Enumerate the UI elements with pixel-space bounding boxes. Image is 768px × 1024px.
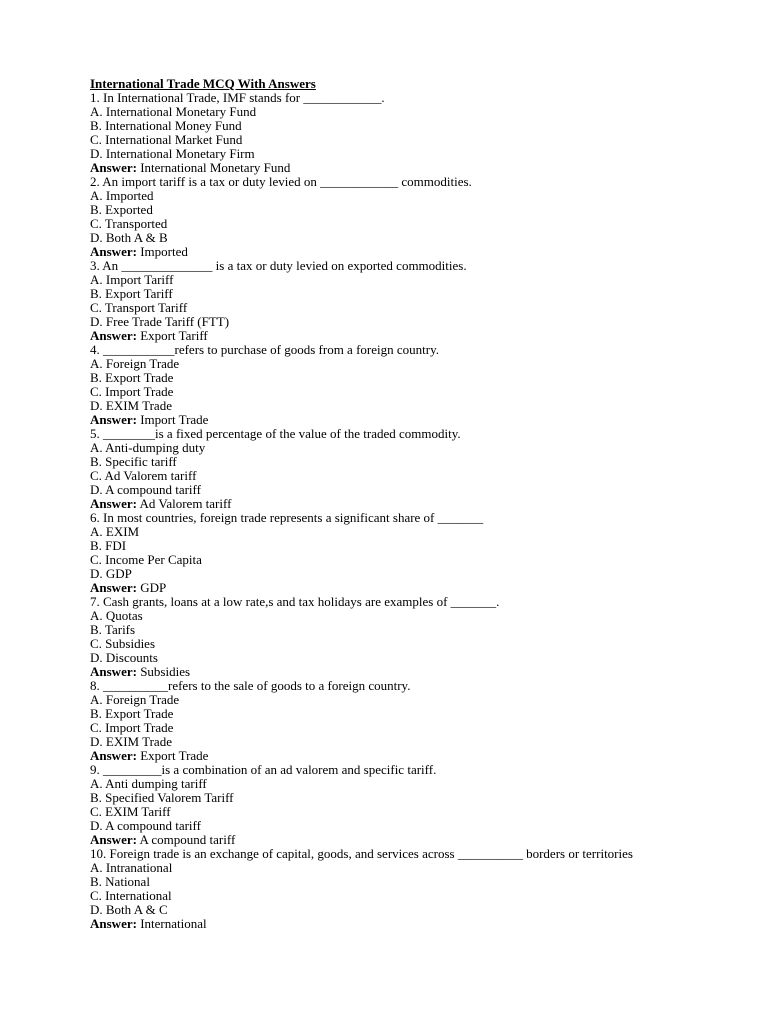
answer-option: D. Discounts xyxy=(90,650,158,665)
answer-value: International xyxy=(140,916,207,931)
answer-option: B. Specific tariff xyxy=(90,454,177,469)
question-text: 3. An ______________ is a tax or duty levied on exported commodities. xyxy=(90,258,467,273)
answer-option: C. Subsidies xyxy=(90,636,156,651)
question-block xyxy=(90,343,670,427)
answer-option: A. Intranational xyxy=(90,860,173,875)
question-text: 5. ________is a fixed percentage of the value of the traded commodity. xyxy=(90,426,461,441)
answer-line xyxy=(90,665,670,679)
answer-value: GDP xyxy=(140,580,167,595)
answer-line xyxy=(90,161,670,175)
answer-value: Import Trade xyxy=(140,412,209,427)
answer-label: Answer: xyxy=(90,748,137,763)
answer-option: C. Ad Valorem tariff xyxy=(90,468,197,483)
answer-option: B. FDI xyxy=(90,538,127,553)
answer-option: B. Exported xyxy=(90,202,153,217)
question-block xyxy=(90,595,670,679)
question-block xyxy=(90,763,670,847)
answer-option: B. Specified Valorem Tariff xyxy=(90,790,234,805)
question-block xyxy=(90,679,670,763)
answer-option: D. EXIM Trade xyxy=(90,398,172,413)
question-text: 9. _________is a combination of an ad valorem and specific tariff. xyxy=(90,762,437,777)
answer-option: D. Free Trade Tariff (FTT) xyxy=(90,314,230,329)
answer-value: Imported xyxy=(140,244,188,259)
answer-option: C. EXIM Tariff xyxy=(90,804,171,819)
question-text: 7. Cash grants, loans at a low rate,s and tax holidays are examples of _______. xyxy=(90,594,500,609)
answer-option: D. GDP xyxy=(90,566,132,581)
answer-option: A. International Monetary Fund xyxy=(90,104,257,119)
answer-option: A. Anti-dumping duty xyxy=(90,440,206,455)
question-block xyxy=(90,91,670,175)
question-block xyxy=(90,847,670,931)
answer-line xyxy=(90,833,670,847)
question-block xyxy=(90,259,670,343)
answer-option: A. Import Tariff xyxy=(90,272,174,287)
answer-label: Answer: xyxy=(90,328,137,343)
answer-option: B. Export Trade xyxy=(90,706,174,721)
answer-option: B. Tarifs xyxy=(90,622,136,637)
answer-option: A. EXIM xyxy=(90,524,140,539)
answer-option: C. Transport Tariff xyxy=(90,300,188,315)
answer-label: Answer: xyxy=(90,496,137,511)
answer-line xyxy=(90,917,670,931)
question-block xyxy=(90,427,670,511)
answer-label: Answer: xyxy=(90,160,137,175)
answer-label: Answer: xyxy=(90,664,137,679)
answer-option: A. Imported xyxy=(90,188,154,203)
answer-line xyxy=(90,413,670,427)
answer-value: Ad Valorem tariff xyxy=(139,496,232,511)
question-text: 4. ___________refers to purchase of goods from a foreign country. xyxy=(90,342,439,357)
answer-label: Answer: xyxy=(90,244,137,259)
answer-label: Answer: xyxy=(90,412,137,427)
answer-option: D. Both A & B xyxy=(90,230,168,245)
question-text: 1. In International Trade, IMF stands for ____________. xyxy=(90,90,385,105)
answer-option: B. Export Tariff xyxy=(90,286,173,301)
answer-option: D. A compound tariff xyxy=(90,482,201,497)
question-text: 2. An import tariff is a tax or duty levied on ____________ commodities. xyxy=(90,174,472,189)
answer-option: D. Both A & C xyxy=(90,902,168,917)
answer-line xyxy=(90,329,670,343)
answer-option: B. National xyxy=(90,874,150,889)
answer-option: C. International Market Fund xyxy=(90,132,243,147)
answer-option: B. Export Trade xyxy=(90,370,174,385)
answer-value: International Monetary Fund xyxy=(140,160,291,175)
answer-line xyxy=(90,749,670,763)
question-block xyxy=(90,511,670,595)
answer-value: Export Tariff xyxy=(140,328,208,343)
question-list xyxy=(90,91,670,931)
answer-option: C. International xyxy=(90,888,172,903)
answer-option: A. Quotas xyxy=(90,608,143,623)
document-title: International Trade MCQ With Answers xyxy=(90,76,316,91)
answer-option: B. International Money Fund xyxy=(90,118,242,133)
question-text: 6. In most countries, foreign trade represents a significant share of _______ xyxy=(90,510,484,525)
answer-option: A. Foreign Trade xyxy=(90,356,180,371)
answer-line xyxy=(90,497,670,511)
answer-label: Answer: xyxy=(90,580,137,595)
answer-label: Answer: xyxy=(90,832,137,847)
answer-option: D. International Monetary Firm xyxy=(90,146,255,161)
answer-value: A compound tariff xyxy=(139,832,236,847)
answer-option: A. Foreign Trade xyxy=(90,692,180,707)
answer-line xyxy=(90,581,670,595)
answer-value: Subsidies xyxy=(140,664,191,679)
answer-option: C. Import Trade xyxy=(90,720,174,735)
answer-value: Export Trade xyxy=(140,748,209,763)
question-block xyxy=(90,175,670,259)
answer-option: A. Anti dumping tariff xyxy=(90,776,207,791)
question-text: 8. __________refers to the sale of goods to a foreign country. xyxy=(90,678,411,693)
answer-label: Answer: xyxy=(90,916,137,931)
answer-option: D. A compound tariff xyxy=(90,818,201,833)
question-text: 10. Foreign trade is an exchange of capital, goods, and services across __________ borders or territories xyxy=(90,846,633,861)
answer-option: C. Income Per Capita xyxy=(90,552,202,567)
answer-option: C. Transported xyxy=(90,216,168,231)
document-content xyxy=(90,77,670,931)
answer-option: D. EXIM Trade xyxy=(90,734,172,749)
answer-option: C. Import Trade xyxy=(90,384,174,399)
answer-line xyxy=(90,245,670,259)
